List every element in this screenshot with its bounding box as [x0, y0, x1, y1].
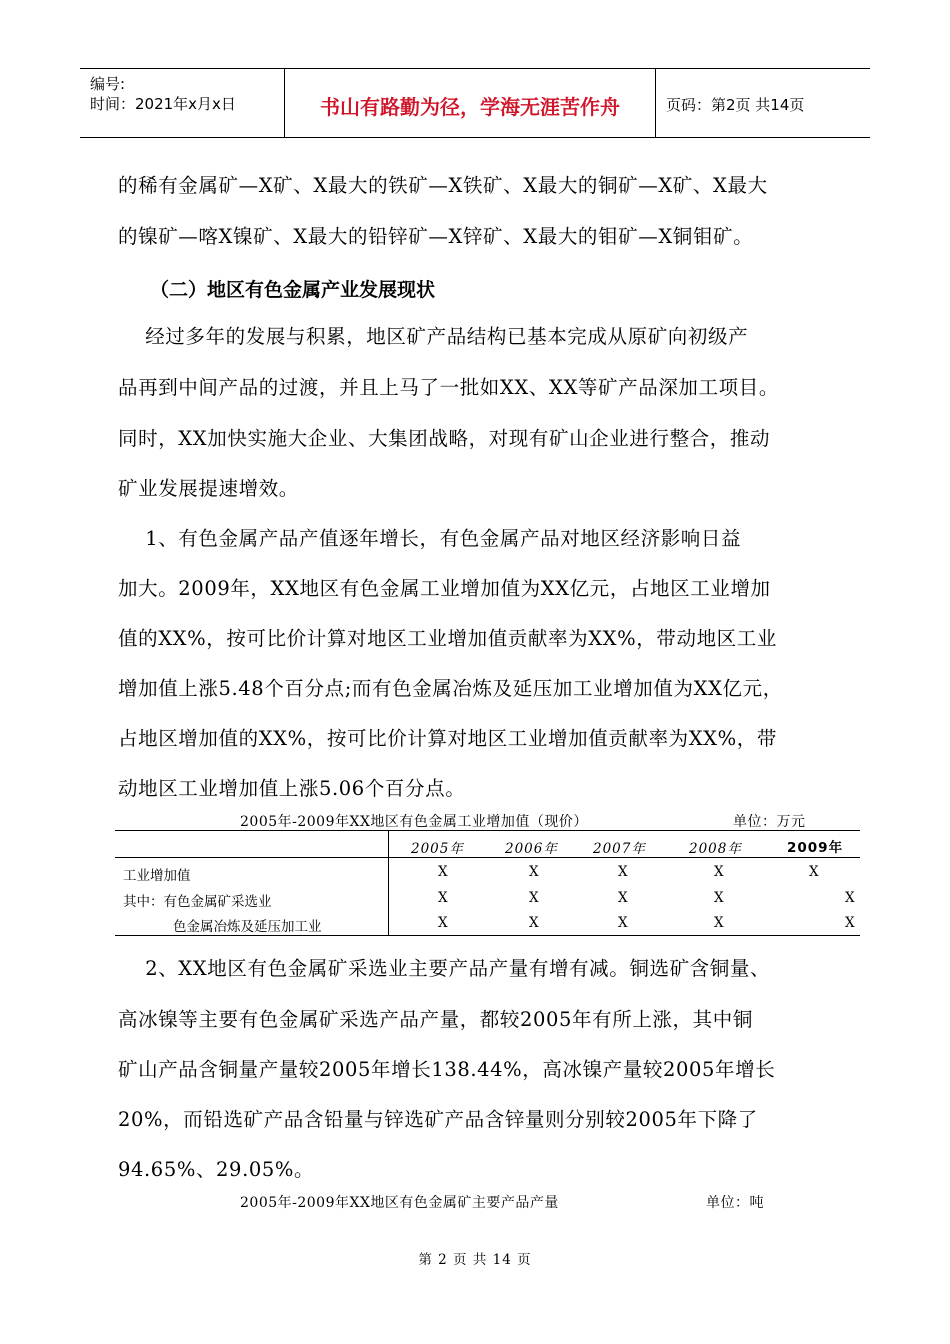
table-caption: 2005年-2009年XX地区有色金属矿主要产品产量 — [240, 1195, 559, 1211]
document-number-label: 编号: — [90, 75, 126, 93]
table-header-year: 2008年 — [689, 841, 742, 857]
table-row-label: 色金属冶炼及延压加工业 — [173, 919, 322, 935]
table-cell: X — [845, 890, 855, 906]
body-line: 矿山产品含铜量产量较2005年增长138.44%，高冰镍产量较2005年增长 — [118, 1058, 776, 1081]
body-line: 动地区工业增加值上涨5.06个百分点。 — [118, 777, 466, 800]
table-header-year: 2006年 — [505, 841, 558, 857]
table-cell: X — [714, 890, 724, 906]
header-page-info: 页码：第2页 共14页 — [666, 96, 805, 114]
table-header-year: 2007年 — [593, 841, 646, 857]
body-line: 的稀有金属矿—X矿、X最大的铁矿—X铁矿、X最大的铜矿—X矿、X最大 — [118, 174, 768, 197]
header-meta — [80, 69, 285, 137]
table-divider — [388, 830, 389, 935]
table-cell: X — [714, 864, 724, 880]
table-unit: 单位：吨 — [706, 1195, 764, 1211]
table-unit: 单位：万元 — [733, 814, 806, 830]
table-cell: X — [529, 915, 539, 931]
body-line: 20%，而铅选矿产品含铅量与锌选矿产品含锌量则分别较2005年下降了 — [118, 1108, 758, 1131]
table-cell: X — [618, 915, 628, 931]
table-cell: X — [529, 890, 539, 906]
table-cell: X — [618, 864, 628, 880]
body-line: 高冰镍等主要有色金属矿采选产品产量，都较2005年有所上涨，其中铜 — [118, 1008, 753, 1031]
body-line: 增加值上涨5.48个百分点;而有色金属冶炼及延压加工业增加值为XX亿元， — [118, 677, 783, 700]
table-cell: X — [618, 890, 628, 906]
table-cell: X — [438, 915, 448, 931]
table-row-label: 工业增加值 — [123, 868, 191, 884]
section-heading: （二）地区有色金属产业发展现状 — [150, 279, 436, 301]
table-rule — [115, 830, 860, 831]
table-rule — [115, 935, 860, 936]
body-line: 经过多年的发展与积累，地区矿产品结构已基本完成从原矿向初级产 — [118, 325, 749, 348]
table-cell: X — [845, 915, 855, 931]
table-cell: X — [714, 915, 724, 931]
body-line: 值的XX%，按可比价计算对地区工业增加值贡献率为XX%，带动地区工业 — [118, 627, 777, 650]
body-line: 同时，XX加快实施大企业、大集团战略，对现有矿山企业进行整合，推动 — [118, 427, 771, 450]
header-motto-cell — [285, 69, 656, 137]
table-rule — [115, 857, 860, 858]
body-line: 品再到中间产品的过渡，并且上马了一批如XX、XX等矿产品深加工项目。 — [118, 376, 779, 399]
page-header — [80, 68, 870, 138]
table-cell: X — [438, 864, 448, 880]
header-motto: 书山有路勤为径，学海无涯苦作舟 — [320, 95, 620, 119]
page-footer: 第 2 页 共 14 页 — [418, 1252, 532, 1268]
header-page-cell — [656, 69, 870, 137]
body-line: 94.65%、29.05%。 — [118, 1158, 315, 1181]
document-time-label: 时间：2021年x月x日 — [90, 95, 236, 113]
body-line: 占地区增加值的XX%，按可比价计算对地区工业增加值贡献率为XX%，带 — [118, 727, 777, 750]
body-line: 1、有色金属产品产值逐年增长，有色金属产品对地区经济影响日益 — [118, 527, 742, 550]
body-line: 的镍矿—喀X镍矿、X最大的铅锌矿—X锌矿、X最大的钼矿—X铜钼矿。 — [118, 225, 754, 248]
value-added-table — [115, 830, 860, 938]
body-line: 2、XX地区有色金属矿采选业主要产品产量有增有减。铜选矿含铜量、 — [118, 957, 771, 980]
table-cell: X — [438, 890, 448, 906]
table-row-label: 其中：有色金属矿采选业 — [123, 894, 272, 910]
table-header-year: 2009年 — [787, 840, 844, 856]
table-header-year: 2005年 — [411, 841, 464, 857]
table-cell: X — [529, 864, 539, 880]
table-cell: X — [809, 864, 819, 880]
table-caption: 2005年-2009年XX地区有色金属工业增加值（现价） — [240, 814, 588, 830]
body-line: 加大。2009年，XX地区有色金属工业增加值为XX亿元，占地区工业增加 — [118, 577, 771, 600]
body-line: 矿业发展提速增效。 — [118, 477, 299, 500]
